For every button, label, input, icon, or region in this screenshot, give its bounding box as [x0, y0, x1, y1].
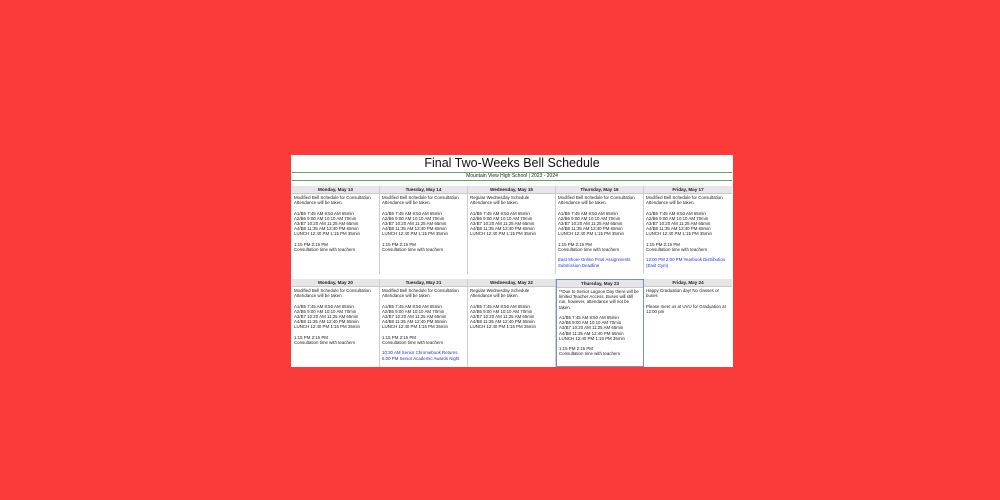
day-body	[380, 287, 467, 361]
schedule-line: Consultation time with teachers	[294, 340, 356, 345]
schedule-line: Consultation time with teachers	[294, 247, 356, 252]
schedule-line: A1/B5 7:45 AM 8:50 AM 65min	[470, 210, 530, 216]
schedule-line: A1/B5 7:45 AM 8:50 AM 65min	[382, 210, 442, 216]
day-body	[292, 194, 379, 252]
day-header: Wednesday, May 22	[468, 279, 555, 287]
schedule-line: Please meet us at UVU for Graduation at	[646, 303, 726, 309]
schedule-line: 1:15 PM 2:15 PM	[294, 241, 328, 247]
schedule-line: A1/B5 7:45 AM 8:50 AM 65min	[294, 210, 354, 216]
day-body	[557, 288, 643, 357]
schedule-line: Modified Bell Schedule for Consultation	[646, 195, 723, 200]
day-body	[468, 194, 555, 237]
schedule-line: Consultation time with teachers	[382, 247, 444, 252]
schedule-line: A3/B7 10:20 AM 11:25 AM 65min	[294, 221, 359, 226]
schedule-line: Consultation time with teachers	[558, 247, 620, 252]
schedule-line: A2/B6 9:00 AM 10:10 AM 70min	[646, 215, 709, 221]
schedule-line: A4/B8 11:35 AM 12:40 PM 65min	[294, 226, 359, 232]
schedule-line: Happy Graduation day! No classes or	[646, 288, 719, 293]
event-link[interactable]: 6:00 PM Senior Academic Awards Night	[382, 355, 460, 361]
schedule-line: Attendance will be taken.	[470, 200, 519, 206]
schedule-line: A4/B8 11:35 AM 12:40 PM 65min	[470, 226, 535, 232]
schedule-line: A4/B8 11:35 AM 12:40 PM 65min	[382, 226, 447, 232]
day-cell[interactable]	[380, 279, 468, 367]
schedule-line: LUNCH 12:40 PM 1:15 PM 35min	[294, 324, 360, 330]
schedule-line: **Due to Senior Lagoon Day there will be	[559, 289, 639, 294]
schedule-line: Attendance will be taken.	[382, 293, 431, 299]
schedule-sheet	[291, 155, 733, 367]
day-header: Thursday, May 16	[556, 186, 643, 194]
day-cell[interactable]	[556, 279, 644, 367]
schedule-line: A3/B7 10:20 AM 11:25 AM 65min	[558, 221, 623, 226]
schedule-line: 1:15 PM 2:15 PM	[646, 241, 680, 247]
schedule-line: 1:15 PM 2:15 PM	[382, 241, 416, 247]
day-header: Friday, May 17	[644, 186, 732, 194]
schedule-line: Attendance will be taken.	[294, 200, 343, 206]
schedule-line: A2/B6 9:00 AM 10:10 AM 70min	[470, 215, 533, 221]
schedule-line: A3/B7 10:20 AM 11:25 AM 65min	[382, 314, 447, 319]
schedule-line: A2/B6 9:00 AM 10:10 AM 70min	[382, 308, 445, 314]
schedule-line: buses	[646, 293, 658, 299]
day-cell[interactable]	[292, 279, 380, 367]
schedule-line: A4/B8 11:35 AM 12:40 PM 65min	[558, 226, 623, 232]
schedule-line: 1:15 PM 2:15 PM	[558, 241, 592, 247]
schedule-line: limited Teacher Access. Buses will still	[559, 294, 634, 300]
schedule-line: A3/B7 10:20 AM 11:25 AM 65min	[470, 221, 535, 226]
day-body	[556, 194, 643, 268]
schedule-line: Consultation time with teachers	[382, 340, 444, 345]
schedule-line: Attendance will be taken.	[470, 293, 519, 299]
schedule-line: A4/B8 11:35 AM 12:40 PM 65min	[470, 319, 535, 325]
day-header: Monday, May 20	[292, 279, 379, 287]
schedule-line: A1/B5 7:45 AM 8:50 AM 65min	[470, 303, 530, 309]
schedule-line: 12:00 pm	[646, 308, 665, 314]
schedule-line: A4/B8 11:35 AM 12:40 PM 65min	[646, 226, 711, 232]
day-cell[interactable]	[292, 186, 380, 274]
schedule-line: Modified Bell Schedule for Consultation	[294, 195, 371, 200]
schedule-line: run, however, attendance will not be	[559, 299, 630, 305]
day-header: Friday, May 24	[644, 279, 732, 287]
schedule-line: LUNCH 12:40 PM 1:15 PM 35min	[646, 231, 712, 237]
schedule-line: LUNCH 12:40 PM 1:15 PM 35min	[470, 324, 536, 330]
day-cell[interactable]	[468, 186, 556, 274]
schedule-line: Attendance will be taken.	[382, 200, 431, 206]
schedule-line: Attendance will be taken.	[558, 200, 607, 206]
schedule-line: 1:15 PM 2:15 PM	[294, 334, 328, 340]
schedule-line: LUNCH 12:40 PM 1:15 PM 35min	[294, 231, 360, 237]
schedule-line: taken.	[559, 304, 571, 310]
schedule-line: 1:15 PM 2:15 PM	[559, 346, 593, 352]
schedule-line: A3/B7 10:20 AM 11:25 AM 65min	[646, 221, 711, 226]
event-link[interactable]: (East Gym)	[646, 262, 669, 268]
schedule-line: A1/B5 7:45 AM 8:50 AM 65min	[558, 210, 618, 216]
schedule-line: A3/B7 10:20 AM 11:25 AM 65min	[470, 314, 535, 319]
page-title: Final Two-Weeks Bell Schedule	[292, 155, 732, 173]
schedule-line: LUNCH 12:40 PM 1:15 PM 35min	[382, 324, 448, 330]
schedule-line: A2/B6 9:00 AM 10:10 AM 70min	[294, 215, 357, 221]
day-header: Tuesday, May 14	[380, 186, 467, 194]
day-cell[interactable]	[644, 186, 732, 274]
schedule-line: Regular Wednesday Schedule	[470, 195, 530, 200]
schedule-line: A1/B5 7:45 AM 8:50 AM 65min	[646, 210, 706, 216]
schedule-line: A3/B7 10:20 AM 11:25 AM 65min	[382, 221, 447, 226]
schedule-line: Modified Bell Schedule for Consultation	[294, 288, 371, 293]
schedule-line: Consultation time with teachers	[646, 247, 708, 252]
event-link[interactable]: East Shore Online Final Assignments	[558, 257, 631, 263]
schedule-line: A3/B7 10:20 AM 11:25 AM 65min	[294, 314, 359, 319]
schedule-line: LUNCH 12:40 PM 1:15 PM 35min	[382, 231, 448, 237]
day-cell[interactable]	[380, 186, 468, 274]
schedule-line: A4/B8 11:35 AM 12:40 PM 65min	[559, 330, 624, 336]
schedule-line: A3/B7 10:20 AM 11:25 AM 65min	[559, 325, 624, 331]
schedule-line: Consultation time with teachers	[559, 351, 621, 357]
schedule-line: A1/B5 7:45 AM 8:50 AM 65min	[382, 303, 442, 309]
schedule-line: A2/B6 9:00 AM 10:10 AM 70min	[294, 308, 357, 314]
day-header: Tuesday, May 21	[380, 279, 467, 287]
day-body	[468, 287, 555, 330]
event-link[interactable]: 10:30 AM Senior Chromebook Returns	[382, 350, 458, 356]
day-body	[380, 194, 467, 252]
day-cell[interactable]	[556, 186, 644, 274]
page-subtitle: Mountain View High School | 2023 - 2024	[292, 173, 732, 181]
week-row-2	[292, 279, 732, 367]
schedule-line: A2/B6 9:00 AM 10:10 AM 70min	[558, 215, 621, 221]
day-cell[interactable]	[644, 279, 732, 367]
schedule-line: LUNCH 12:40 PM 1:15 PM 35min	[470, 231, 536, 237]
schedule-line: A1/B5 7:45 AM 8:50 AM 65min	[294, 303, 354, 309]
schedule-line: A4/B8 11:35 AM 12:40 PM 65min	[294, 319, 359, 325]
schedule-line: LUNCH 12:40 PM 1:15 PM 35min	[559, 335, 625, 341]
day-header: Wednesday, May 15	[468, 186, 555, 194]
schedule-line: Regular Wednesday Schedule	[470, 288, 530, 293]
schedule-line: 1:15 PM 2:15 PM	[382, 334, 416, 340]
schedule-line: A4/B8 11:35 AM 12:40 PM 65min	[382, 319, 447, 325]
event-link[interactable]: 12:00 PM 2:00 PM Yearbook Distribution	[646, 257, 726, 263]
day-header: Thursday, May 23	[557, 280, 643, 288]
schedule-line: A2/B6 9:00 AM 10:10 AM 70min	[382, 215, 445, 221]
schedule-line: A2/B6 9:00 AM 10:10 AM 70min	[559, 320, 622, 326]
schedule-line: Attendance will be taken.	[294, 293, 343, 299]
week-row-1	[292, 186, 732, 274]
schedule-line: Modified Bell Schedule for Consultation	[382, 288, 459, 293]
day-cell[interactable]	[468, 279, 556, 367]
day-body	[644, 287, 732, 314]
day-body	[644, 194, 732, 268]
event-link[interactable]: Submission Deadline	[558, 262, 600, 268]
day-header: Monday, May 13	[292, 186, 379, 194]
schedule-line: Modified Bell Schedule for Consultation	[382, 195, 459, 200]
schedule-line: A2/B6 9:00 AM 10:10 AM 70min	[470, 308, 533, 314]
day-body	[292, 287, 379, 345]
schedule-line: Attendance will be taken.	[646, 200, 695, 206]
schedule-line: Modified Bell Schedule for Consultation	[558, 195, 635, 200]
schedule-line: LUNCH 12:40 PM 1:15 PM 35min	[558, 231, 624, 237]
schedule-line: A1/B5 7:45 AM 8:50 AM 65min	[559, 315, 619, 320]
